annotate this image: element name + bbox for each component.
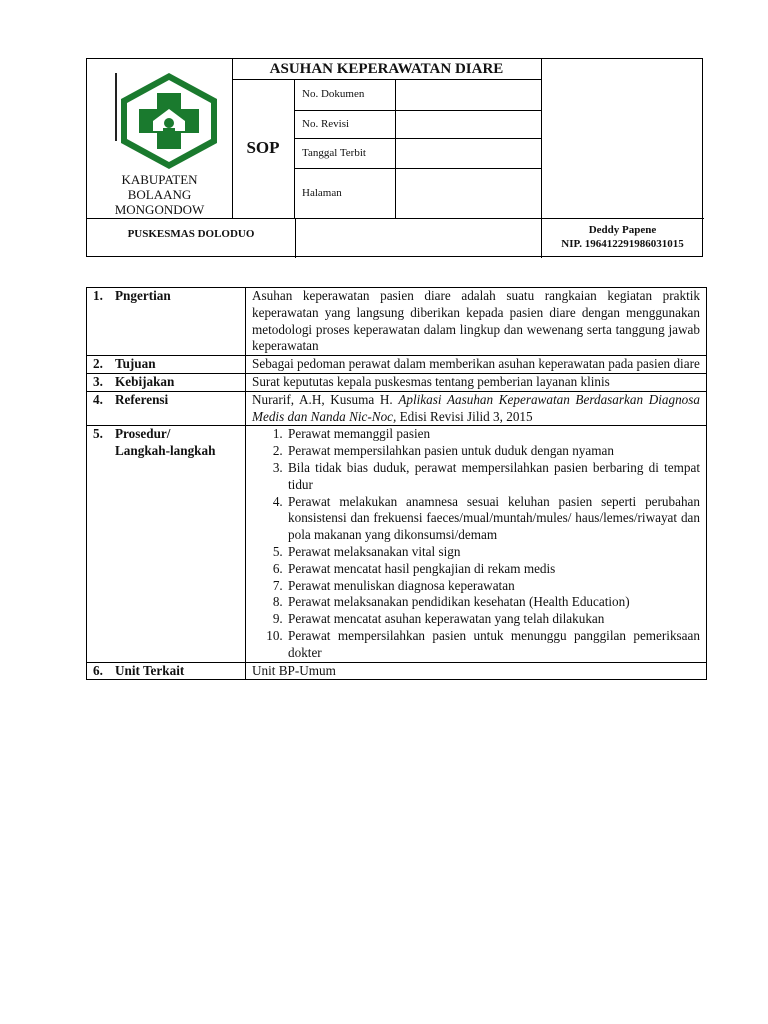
meta-label-tanggal-terbit: Tanggal Terbit [302,147,366,159]
table-row [87,662,707,680]
table-row [87,373,707,391]
divider [232,79,541,80]
signer-block [541,223,704,251]
table-row [87,426,707,662]
document-title: ASUHAN KEPERAWATAN DIARE [269,61,504,77]
ref-title: Aplikasi Aasuhan Keperawatan Berdasarkan Diagnosa Medis dan Nanda Nic-Noc, [252,391,700,424]
row-number: 3. [93,373,103,389]
ref-edition: Edisi Revisi Jilid 3, 2015 [396,408,533,424]
list-item: 6. Perawat mencatat hasil pengkajian di rekam medis [286,561,700,578]
list-item: 10. Perawat mempersilahkan pasien untuk menunggu panggilan pemeriksaan dokter [286,628,700,662]
puskesmas-name: PUSKESMAS DOLODUO [127,228,255,240]
list-item: 1. Perawat memanggil pasien [286,426,700,443]
row-number: 6. [93,662,103,678]
puskesmas-logo [113,71,225,171]
divider [294,138,541,139]
sop-header [86,58,703,257]
unit-text: Unit BP-Umum [246,662,707,680]
tujuan-text: Sebagai pedoman perawat dalam memberikan asuhan keperawatan pada pasien diare [246,356,707,374]
ref-authors: Nurarif, A.H, Kusuma H. [252,391,399,407]
prosedur-steps [246,426,707,662]
meta-label-no-revisi: No. Revisi [302,118,350,130]
row-number: 1. [93,288,103,303]
list-item: 5. Perawat melaksanakan vital sign [286,544,700,561]
row-label [87,373,246,391]
row-label [87,426,246,662]
sop-label: SOP [246,138,280,157]
row-label [87,288,246,356]
steps-list [252,426,700,661]
label-referensi: Referensi [115,391,169,407]
label-tujuan: Tujuan [115,356,156,372]
list-item: 8. Perawat melaksanakan pendidikan kesehatan (Health Education) [286,594,700,611]
divider [294,168,541,169]
divider [294,79,295,218]
kebijakan-text: Surat kepututas kepala puskesmas tentang pemberian layanan klinis [246,373,707,391]
label-kebijakan: Kebijakan [115,373,175,389]
divider [395,79,396,218]
label-prosedur: Prosedur/ [115,426,171,442]
pengertian-text: Asuhan keperawatan pasien diare adalah suatu rangkaian kegiatan praktik keperawatan yang langsung diberikan kepada pasien diare dengan menggunakan metodologi proses keperawatan dalam lingkup dan wewenang serta tanggung jawab keperawatan [246,288,707,356]
row-label [87,356,246,374]
label-pengertian: Pngertian [115,288,171,303]
list-item: 7. Perawat menuliskan diagnosa keperawatan [286,578,700,595]
list-item: 9. Perawat mencatat asuhan keperawatan yang telah dilakukan [286,611,700,628]
region-line: KABUPATEN [121,172,198,187]
table-row [87,288,707,356]
sop-content-table [86,287,707,680]
divider [295,218,296,258]
row-number: 5. [93,426,103,442]
logo-area [87,59,232,218]
table-row [87,391,707,426]
row-number: 2. [93,356,103,372]
signer-nip: NIP. 196412291986031015 [561,238,684,250]
list-item: 3. Bila tidak bias duduk, perawat mempersilahkan pasien berbaring di tempat tidur [286,460,700,494]
divider [294,110,541,111]
divider [87,218,704,219]
row-label [87,662,246,680]
region-name [87,172,232,217]
referensi-text [246,391,707,426]
row-number: 4. [93,391,103,407]
region-line: MONGONDOW [114,202,205,217]
label-unit-terkait: Unit Terkait [115,662,185,678]
region-line: BOLAANG [127,187,192,202]
row-label [87,391,246,426]
meta-label-halaman: Halaman [302,187,342,199]
label-langkah: Langkah-langkah [115,443,216,459]
table-row [87,356,707,374]
list-item: 4. Perawat melakukan anamnesa sesuai keluhan pasien seperti perubahan konsistensi dan frekuensi faeces/mual/muntah/mules/ haus/lemes/riwayat dan pola makanan yang dikonsumsi/demam [286,494,700,544]
signer-name: Deddy Papene [588,224,657,236]
list-item: 2. Perawat mempersilahkan pasien untuk duduk dengan nyaman [286,443,700,460]
meta-label-no-dokumen: No. Dokumen [302,88,365,100]
